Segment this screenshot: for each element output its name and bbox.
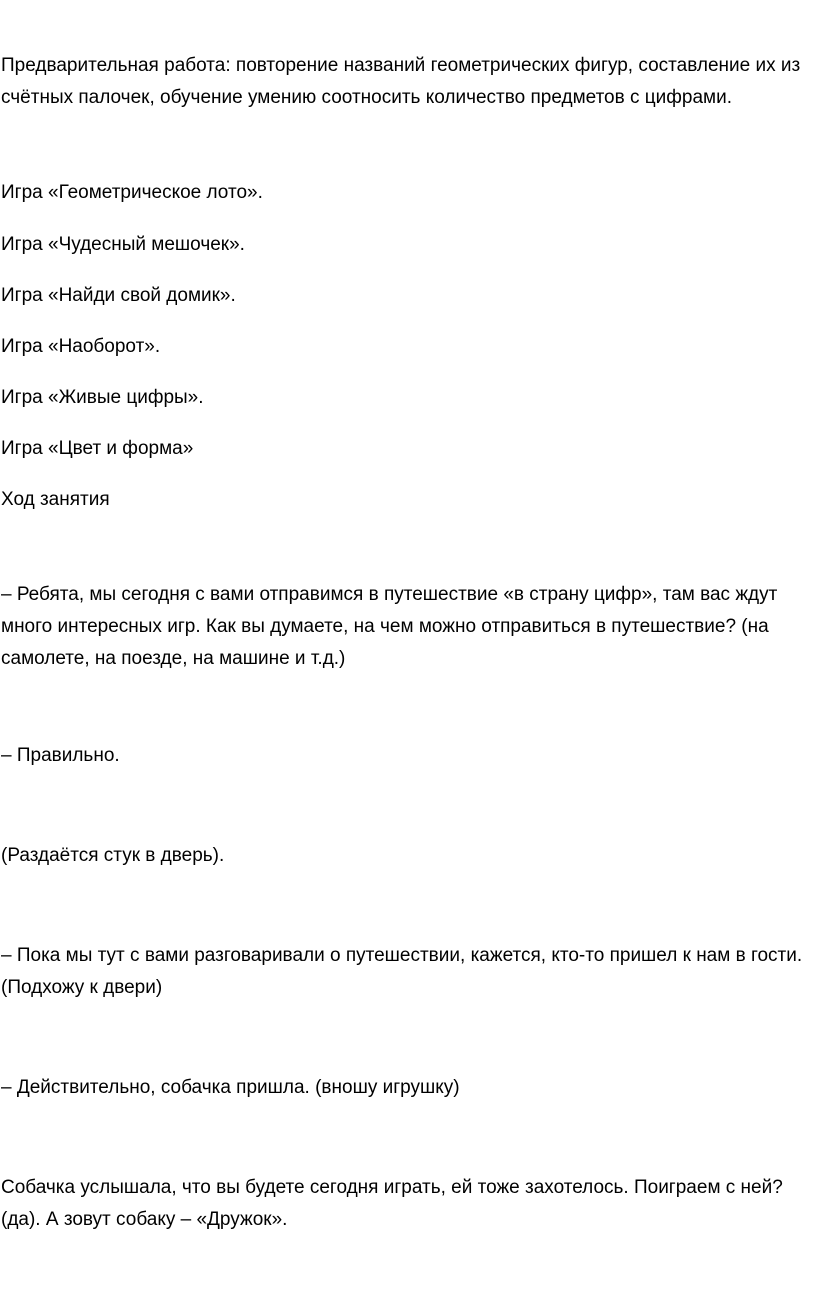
game-item-1: Игра «Геометрическое лото». <box>1 182 263 203</box>
lesson-paragraph-6: Собачка услышала, что вы будете сегодня играть, ей тоже захотелось. Поиграем с ней? (да). А зовут собаку – «Дружок». <box>1 1177 783 1230</box>
lesson-paragraph-1: – Ребята, мы сегодня с вами отправимся в путешествие «в страну цифр», там вас ждут много интересных игр. Как вы думаете, на чем можно отправиться в путешествие? (на самолете, на поезде, на машине и т.д.) <box>1 584 778 669</box>
lesson-paragraph-5: – Действительно, собачка пришла. (вношу игрушку) <box>1 1077 460 1098</box>
preliminary-work-paragraph: Предварительная работа: повторение названий геометрических фигур, составление их из счётных палочек, обучение умению соотносить количество предметов с цифрами. <box>1 55 801 108</box>
game-item-6: Игра «Цвет и форма» <box>1 438 194 459</box>
lesson-heading: Ход занятия <box>1 489 110 510</box>
game-item-3: Игра «Найди свой домик». <box>1 285 236 306</box>
lesson-paragraph-3: (Раздаётся стук в дверь). <box>1 845 225 866</box>
game-item-4: Игра «Наоборот». <box>1 336 161 357</box>
game-item-2: Игра «Чудесный мешочек». <box>1 234 245 255</box>
lesson-paragraph-2: – Правильно. <box>1 745 120 766</box>
game-item-5: Игра «Живые цифры». <box>1 387 204 408</box>
lesson-paragraph-4: – Пока мы тут с вами разговаривали о путешествии, кажется, кто-то пришел к нам в гости. (Подхожу к двери) <box>1 945 803 998</box>
